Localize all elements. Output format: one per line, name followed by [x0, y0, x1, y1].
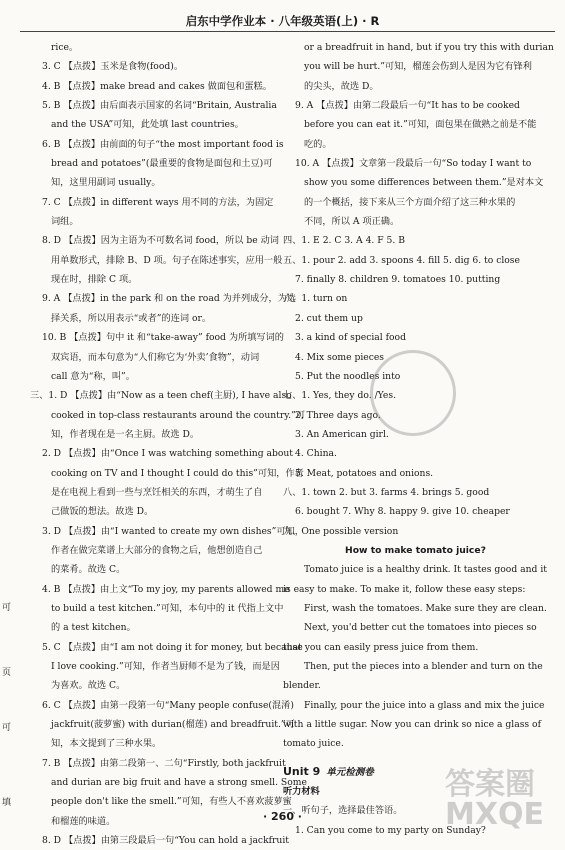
text-line: 8. D 【点拨】由第三段最后一句“You can hold a jackfruit [42, 835, 289, 847]
text-line: Tomato juice is a healthy drink. It tastes good and it [304, 564, 547, 576]
text-line: 6. B 【点拨】由前面的句子“the most important food is [42, 138, 284, 150]
text-line: 为喜欢。故选 C。 [51, 680, 126, 692]
unit-subtitle: 单元检测卷 [326, 766, 374, 778]
text-line: 词组。 [51, 216, 79, 228]
text-line: 5. Put the noodles into [295, 370, 401, 382]
text-line: 2. Three days ago. [295, 409, 381, 421]
page-title: 启东中学作业本 · 八年级英语(上) · R [185, 14, 380, 28]
text-line: 2. D 【点拨】由“Once I was watching something about [42, 448, 294, 460]
header-rule [20, 31, 555, 32]
text-line: is easy to make. To make it, follow these easy steps: [283, 583, 526, 595]
text-line: 6. bought 7. Why 8. happy 9. give 10. cheaper [295, 506, 510, 518]
text-line: 知，作者现在是一名主厨。故选 D。 [51, 428, 200, 440]
text-line: tomato juice. [283, 738, 344, 750]
text-line: Finally, pour the juice into a glass and mix the juice [304, 699, 545, 711]
text-line: I love cooking.”可知，作者当厨师不是为了钱，而是因 [51, 661, 280, 672]
text-line: 四、1. E 2. C 3. A 4. F 5. B [283, 235, 405, 247]
text-line: 现在时，排除 C 项。 [51, 274, 138, 286]
unit-label: Unit 9 [283, 764, 321, 778]
text-line: 八、1. town 2. but 3. farms 4. brings 5. good [283, 486, 490, 498]
text-line: First, wash the tomatoes. Make sure they are clean. [304, 602, 547, 614]
text-line: call 意为“称，叫”。 [51, 370, 135, 382]
text-line: 5. B 【点拨】由后面表示国家的名词“Britain, Australia [42, 100, 277, 112]
text-line: or a breadfruit in hand, but if you try this with durian [304, 42, 554, 53]
text-line: 五、1. pour 2. add 3. spoons 4. fill 5. dig 6. to close [283, 254, 520, 266]
text-line: 7. C 【点拨】in different ways 用不同的方法，为固定 [42, 196, 274, 208]
text-line: 七、1. Yes, they do. /Yes. [283, 390, 397, 402]
text-line: 9. A 【点拨】in the park 和 on the road 为并列成分，为选 [42, 293, 297, 305]
text-line: 6. C 【点拨】由第一段第一句“Many people confuse(混淆) [42, 699, 294, 711]
margin-mark: 填 [2, 798, 12, 808]
text-line: jackfruit(菠萝蜜) with durian(榴莲) and breadfruit.”可 [51, 719, 295, 731]
listening-instruction: 一、听句子，选择最佳答语。 [283, 805, 403, 817]
text-line: 六、1. turn on [283, 293, 348, 305]
text-line: to build a test kitchen.”可知，本句中的 it 代指上文中 [51, 602, 284, 614]
text-line: 10. A 【点拨】文章第一段最后一句“So today I want to [295, 158, 532, 170]
text-line: with a little sugar. Now you can drink so nice a glass of [283, 719, 541, 731]
margin-marks [2, 0, 20, 836]
watermark-logo: 答案圈 MXQE [445, 767, 544, 832]
text-line: 三、1. D 【点拨】由“Now as a teen chef(主厨), I have also [30, 390, 292, 402]
text-line: 和榴莲的味道。 [51, 815, 116, 827]
text-line: and durian are big fruit and have a strong smell. Some [51, 777, 307, 789]
text-line: 双宾语，而本句意为“人们称它为‘外卖’食物”，动词 [51, 351, 260, 363]
text-line: Then, put the pieces into a blender and turn on the [304, 661, 543, 672]
text-line: bread and potatoes”(最重要的食物是面包和土豆)可 [51, 158, 273, 170]
text-line: rice。 [51, 42, 79, 53]
text-line: 4. China. [295, 448, 337, 460]
text-line: and the USA”可知，此处填 last countries。 [51, 119, 244, 131]
text-line: 的菜肴。故选 C。 [51, 564, 126, 576]
text-line: 9. A 【点拨】由第二段最后一句“It has to be cooked [295, 100, 520, 112]
text-line: people don't like the smell.”可知，有些人不喜欢菠萝蜜 [51, 796, 292, 808]
text-line: before you can eat it.”可知，面包果在做熟之前是不能 [304, 119, 537, 131]
text-line: 3. D 【点拨】由“I wanted to create my own dishes”可知， [42, 525, 304, 537]
text-line: 知，本文提到了三种水果。 [51, 738, 162, 750]
text-line: 3. C 【点拨】玉米是食物(food)。 [42, 61, 184, 73]
text-line: 知，这里用副词 usually。 [51, 177, 161, 189]
text-line: 8. D 【点拨】因为主语为不可数名词 food，所以 be 动词 [42, 235, 279, 247]
page-header [0, 0, 565, 30]
text-line: 用单数形式，排除 B、D 项。句子在陈述事实，应用一般 [51, 254, 283, 266]
text-line: 7. finally 8. children 9. tomatoes 10. putting [295, 274, 501, 286]
text-line: 3. An American girl. [295, 428, 389, 440]
text-line: 的 a test kitchen。 [51, 622, 136, 634]
text-line: 的尖头，故选 D。 [304, 80, 379, 92]
text-line: 7. B 【点拨】由第二段第一、二句“Firstly, both jackfruit [42, 757, 286, 769]
text-line: 不同，所以 A 项正确。 [304, 216, 400, 228]
text-line: cooked in top-class restaurants around the country.”可 [51, 409, 306, 421]
right-column [283, 38, 554, 840]
listening-heading: 听力材料 [283, 786, 320, 798]
text-line: 吃的。 [304, 138, 332, 150]
text-line: 3. a kind of special food [295, 332, 406, 344]
text-line: 4. B 【点拨】make bread and cakes 做面包和蛋糕。 [42, 80, 272, 92]
text-line: blender. [283, 680, 321, 692]
margin-mark: 页 [2, 668, 12, 678]
text-line: 5. Meat, potatoes and onions. [295, 467, 434, 479]
margin-mark: 可 [2, 723, 12, 733]
text-line: 己做饭的想法。故选 D。 [51, 506, 154, 518]
listening-question: 1. Can you come to my party on Sunday? [295, 824, 486, 836]
text-line: 九、One possible version [283, 525, 399, 537]
text-line: cooking on TV and I thought I could do this”可知，作者 [51, 467, 304, 479]
text-line: you will be hurt.”可知，榴莲会伤到人是因为它有锋利 [304, 61, 532, 73]
text-line: 4. B 【点拨】由上文“To my joy, my parents allowed me [42, 583, 290, 595]
text-line: 10. B 【点拨】句中 it 和“take-away” food 为所填写词的 [42, 332, 284, 344]
text-line: 是在电视上看到一些与烹饪相关的东西，才萌生了自 [51, 486, 263, 498]
margin-mark: 可 [2, 603, 12, 613]
text-line: 5. C 【点拨】由“I am not doing it for money, but because [42, 641, 303, 653]
text-line: 2. cut them up [295, 312, 363, 324]
text-line: Next, you'd better cut the tomatoes into pieces so [304, 622, 537, 634]
text-line: How to make tomato juice? [345, 544, 486, 556]
text-line: 作者在做完菜谱上大部分的食物之后，他想创造自己 [51, 544, 263, 556]
text-line: show you some differences between them.”是对本文 [304, 177, 544, 189]
page-number: · 260 · [263, 810, 302, 823]
text-line: 4. Mix some pieces [295, 351, 385, 363]
text-line: 的一个概括，接下来从三个方面介绍了这三种水果的 [304, 196, 516, 208]
text-line: 择关系，所以用表示“或者”的连词 or。 [51, 312, 212, 324]
text-line: that you can easily press juice from them. [283, 641, 479, 653]
